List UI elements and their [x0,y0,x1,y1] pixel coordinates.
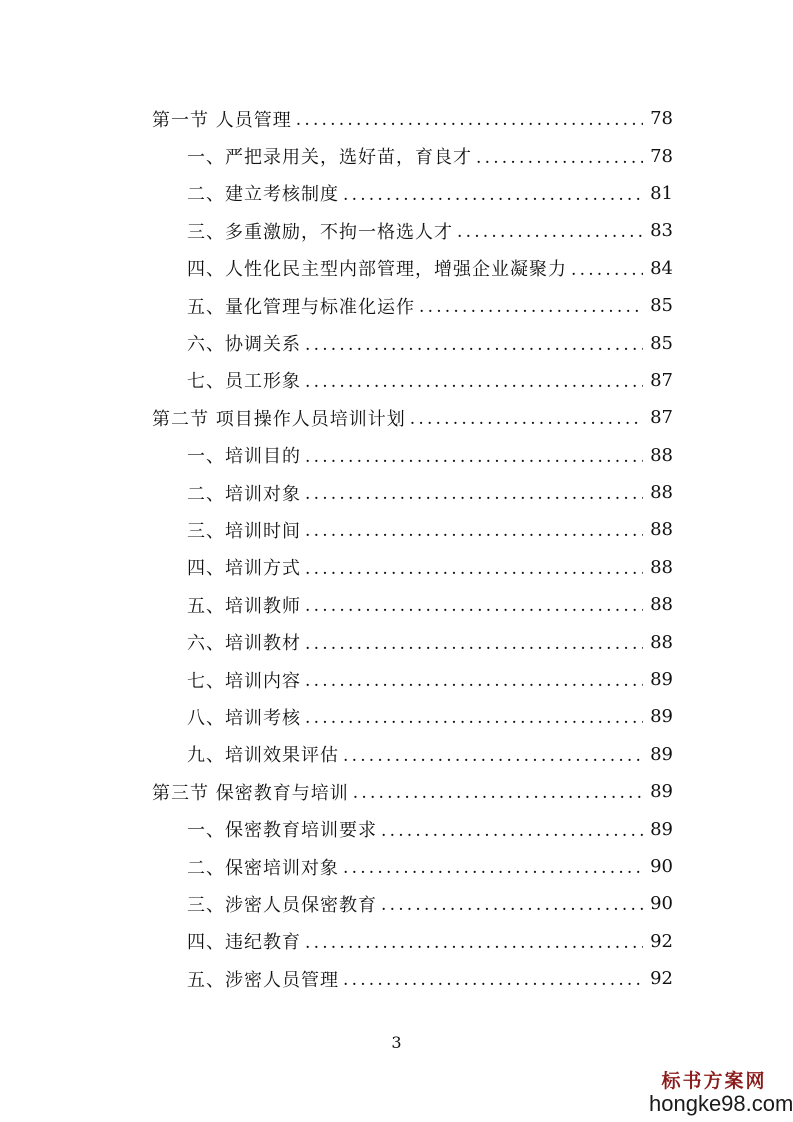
toc-entry-title: 六、协调关系 [187,334,301,356]
toc-dot-leader [305,337,643,354]
toc-entry-page: 89 [650,669,673,691]
toc-entry-page: 90 [650,856,673,877]
toc-dot-leader [410,411,643,428]
toc-dot-leader [353,785,643,802]
toc-entry-page: 88 [650,594,673,616]
toc-entry-page: 90 [650,893,673,915]
toc-dot-leader [381,897,643,914]
toc-subsection-entry[interactable] [0,623,793,660]
toc-entry-title: 七、培训内容 [187,670,301,692]
toc-dot-leader [343,972,643,989]
toc-entry-title: 一、严把录用关，选好苗，育良才 [187,147,472,169]
toc-entry-title: 第一节 人员管理 [152,109,292,131]
toc-entry-title: 二、建立考核制度 [187,184,339,206]
page-number: 3 [391,1033,402,1052]
toc-entry-title: 七、员工形象 [187,371,301,393]
toc-entry-title: 九、培训效果评估 [187,745,339,767]
toc-entry-page: 88 [650,482,673,504]
toc-dot-leader [305,523,643,540]
toc-subsection-entry[interactable] [0,960,793,997]
toc-entry-title: 五、量化管理与标准化运作 [187,296,415,318]
toc-entry-title: 四、培训方式 [187,558,301,580]
toc-subsection-entry[interactable] [0,474,793,511]
toc-entry-title: 一、培训目的 [187,446,301,468]
toc-entry-page: 88 [650,519,673,541]
toc-dot-leader [305,673,643,690]
toc-dot-leader [419,299,643,316]
toc-entry-title: 四、违纪教育 [187,932,301,954]
toc-entry-page: 89 [650,781,673,803]
toc-subsection-entry[interactable] [0,287,793,324]
toc-subsection-entry[interactable] [0,661,793,698]
toc-entry-title: 第二节 项目操作人员培训计划 [152,408,406,430]
toc-subsection-entry[interactable] [0,586,793,623]
toc-section-entry[interactable] [0,399,793,436]
toc-entry-page: 81 [650,182,673,204]
toc-entry-page: 89 [650,706,673,728]
toc-dot-leader [305,561,643,578]
toc-entry-title: 三、涉密人员保密教育 [187,894,377,916]
toc-dot-leader [571,262,643,279]
toc-entry-page: 84 [650,257,673,279]
toc-dot-leader [457,224,643,241]
toc-dot-leader [343,748,643,765]
toc-dot-leader [305,374,643,391]
toc-entry-page: 87 [650,369,673,391]
toc-dot-leader [343,187,643,204]
toc-dot-leader [305,710,643,727]
toc-dot-leader [305,449,643,466]
toc-subsection-entry[interactable] [0,511,793,548]
toc-entry-page: 88 [650,631,673,653]
toc-entry-page: 83 [650,220,673,242]
toc-subsection-entry[interactable] [0,324,793,361]
toc-subsection-entry[interactable] [0,362,793,399]
toc-entry-page: 89 [650,818,673,840]
toc-entry-page: 85 [650,332,673,354]
toc-entry-title: 二、保密培训对象 [187,857,339,879]
toc-dot-leader [296,112,643,129]
toc-entry-title: 六、培训教材 [187,633,301,655]
toc-entry-title: 一、保密教育培训要求 [187,820,377,842]
toc-dot-leader [305,598,643,615]
toc-section-entry[interactable] [0,773,793,810]
toc-subsection-entry[interactable] [0,885,793,922]
toc-entry-page: 92 [650,968,673,990]
toc-dot-leader [343,860,643,877]
toc-entry-page: 88 [650,444,673,466]
toc-dot-leader [305,486,643,503]
toc-entry-page: 78 [650,145,673,167]
watermark-url: hongke98.com [649,1090,793,1116]
toc-entry-title: 八、培训考核 [187,707,301,729]
toc-entry-title: 三、多重激励，不拘一格选人才 [187,221,453,243]
toc-entry-page: 87 [650,407,673,429]
toc-entry-title: 五、培训教师 [187,595,301,617]
toc-dot-leader [476,150,643,167]
toc-entry-page: 88 [650,556,673,578]
toc-entry-title: 二、培训对象 [187,483,301,505]
toc-entry-page: 89 [650,743,673,765]
watermark-logo [649,1069,793,1116]
toc-subsection-entry[interactable] [0,810,793,847]
toc-entry-title: 三、培训时间 [187,520,301,542]
toc-dot-leader [305,935,643,952]
toc-subsection-entry[interactable] [0,698,793,735]
toc-subsection-entry[interactable] [0,212,793,249]
toc-subsection-entry[interactable] [0,250,793,287]
toc-dot-leader [305,636,643,653]
toc-entry-page: 78 [650,108,673,130]
toc-entry-title: 五、涉密人员管理 [187,969,339,991]
watermark-brand-text: 标书方案网 [661,1069,767,1092]
toc-subsection-entry[interactable] [0,175,793,212]
toc-subsection-entry[interactable] [0,848,793,885]
toc-dot-leader [381,823,643,840]
toc-entry-page: 85 [650,295,673,317]
toc-subsection-entry[interactable] [0,736,793,773]
table-of-contents [0,100,793,997]
toc-entry-title: 四、人性化民主型内部管理，增强企业凝聚力 [187,259,567,281]
toc-subsection-entry[interactable] [0,923,793,960]
toc-subsection-entry[interactable] [0,549,793,586]
toc-subsection-entry[interactable] [0,437,793,474]
toc-entry-title: 第三节 保密教育与培训 [152,782,349,804]
toc-subsection-entry[interactable] [0,137,793,174]
toc-section-entry[interactable] [0,100,793,137]
toc-entry-page: 92 [650,930,673,952]
